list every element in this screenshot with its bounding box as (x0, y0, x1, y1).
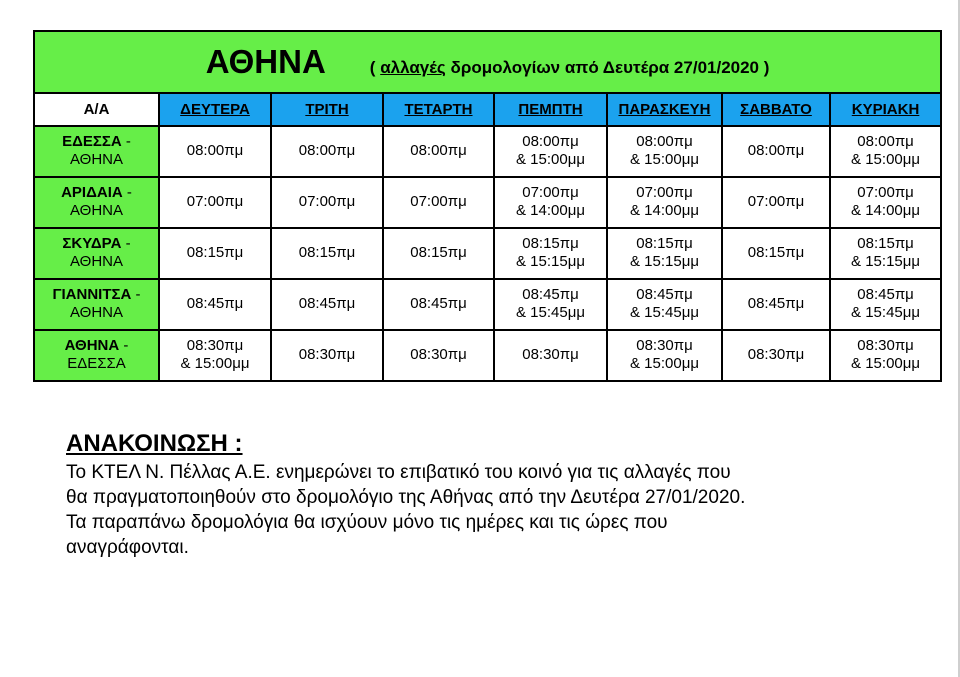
second-departure-time: & 15:00μμ (630, 151, 699, 169)
time-cell (494, 330, 607, 381)
day-label: ΠΕΜΠΤΗ (518, 101, 583, 119)
route-origin: ΕΔΕΣΣΑ (62, 133, 122, 151)
departure-time: 08:30πμ (186, 337, 244, 355)
departure-time: 08:30πμ (298, 346, 356, 364)
departure-time: 08:15πμ (636, 235, 693, 253)
departure-time: 08:00πμ (522, 133, 579, 151)
time-cell (271, 126, 383, 177)
route-origin: ΣΚΥΔΡΑ (62, 235, 122, 253)
departure-time: 07:00πμ (522, 184, 579, 202)
second-departure-time: & 15:45μμ (851, 304, 921, 322)
departure-time: 07:00πμ (857, 184, 914, 202)
route-destination: ΑΘΗΝΑ (69, 151, 124, 169)
table-row (34, 177, 941, 228)
column-header-day (383, 93, 494, 126)
route-cell: ΣΚΥΔΡΑ - ΑΘΗΝΑ (34, 228, 159, 279)
time-cell (383, 177, 494, 228)
column-header-day (271, 93, 383, 126)
time-cell (607, 177, 722, 228)
title-row (34, 31, 941, 93)
second-departure-time: & 14:00μμ (516, 202, 585, 220)
announcement-title: ΑΝΑΚΟΙΝΩΣΗ : (66, 430, 243, 457)
table-row (34, 279, 941, 330)
second-departure-time: & 14:00μμ (630, 202, 699, 220)
route-destination: ΑΘΗΝΑ (69, 253, 124, 271)
day-label: ΔΕΥΤΕΡΑ (180, 101, 250, 119)
route-cell: ΑΡΙΔΑΙΑ - ΑΘΗΝΑ (34, 177, 159, 228)
departure-time: 08:30πμ (636, 337, 693, 355)
departure-time: 08:15πμ (298, 244, 356, 262)
departure-time: 08:00πμ (636, 133, 693, 151)
column-header-day (607, 93, 722, 126)
departure-time: 08:30πμ (747, 346, 805, 364)
time-cell (271, 279, 383, 330)
route-destination: ΑΘΗΝΑ (69, 202, 124, 220)
time-cell (607, 330, 722, 381)
time-cell (722, 279, 830, 330)
route-cell: ΓΙΑΝΝΙΤΣΑ - ΑΘΗΝΑ (34, 279, 159, 330)
second-departure-time: & 15:15μμ (851, 253, 921, 271)
departure-time: 08:30πμ (857, 337, 914, 355)
time-cell (722, 330, 830, 381)
table-row (34, 330, 941, 381)
day-label: ΤΕΤΑΡΤΗ (404, 101, 473, 119)
departure-time: 08:15πμ (747, 244, 805, 262)
day-label: ΚΥΡΙΑΚΗ (851, 101, 920, 119)
time-cell (494, 279, 607, 330)
time-cell (159, 279, 271, 330)
second-departure-time: & 15:00μμ (851, 355, 921, 373)
time-cell (383, 126, 494, 177)
time-cell (607, 126, 722, 177)
schedule-table (33, 30, 942, 382)
time-cell (830, 228, 941, 279)
route-cell: ΕΔΕΣΣΑ - ΑΘΗΝΑ (34, 126, 159, 177)
time-cell (830, 177, 941, 228)
time-cell (722, 228, 830, 279)
announcement-line: Τα παραπάνω δρομολόγια θα ισχύουν μόνο τις ημέρες και τις ώρες που (66, 512, 668, 533)
second-departure-time: & 15:15μμ (630, 253, 699, 271)
departure-time: 08:45πμ (636, 286, 693, 304)
time-cell (607, 228, 722, 279)
departure-time: 08:00πμ (857, 133, 914, 151)
column-header-aa: Α/Α (34, 93, 159, 126)
departure-time: 07:00πμ (636, 184, 693, 202)
time-cell (271, 228, 383, 279)
time-cell (159, 228, 271, 279)
column-header-day (722, 93, 830, 126)
departure-time: 08:00πμ (186, 142, 244, 160)
time-cell (830, 126, 941, 177)
departure-time: 08:00πμ (410, 142, 467, 160)
time-cell (494, 177, 607, 228)
second-departure-time: & 15:15μμ (516, 253, 585, 271)
time-cell (494, 228, 607, 279)
departure-time: 07:00πμ (298, 193, 356, 211)
column-header-day (830, 93, 941, 126)
header-row (34, 93, 941, 126)
subtitle-rest: δρομολογίων από Δευτέρα 27/01/2020 ) (450, 58, 770, 78)
day-label: ΠΑΡΑΣΚΕΥΗ (618, 101, 711, 119)
time-cell (159, 330, 271, 381)
announcement-line: θα πραγματοποιηθούν στο δρομολόγιο της Αθήνας από την Δευτέρα 27/01/2020. (66, 487, 746, 508)
table-row (34, 126, 941, 177)
table-row (34, 228, 941, 279)
departure-time: 08:45πμ (522, 286, 579, 304)
route-origin: ΓΙΑΝΝΙΤΣΑ (52, 286, 132, 304)
departure-time: 08:00πμ (747, 142, 805, 160)
time-cell (159, 177, 271, 228)
time-cell (383, 279, 494, 330)
second-departure-time: & 15:00μμ (516, 151, 585, 169)
time-cell (271, 330, 383, 381)
departure-time: 08:45πμ (298, 295, 356, 313)
title-cell (34, 31, 941, 93)
second-departure-time: & 15:00μμ (851, 151, 921, 169)
subtitle-underlined: αλλαγές (380, 58, 446, 78)
route-destination: ΑΘΗΝΑ (69, 304, 124, 322)
departure-time: 07:00πμ (186, 193, 244, 211)
announcement-line: αναγράφονται. (66, 537, 189, 558)
time-cell (383, 228, 494, 279)
second-departure-time: & 14:00μμ (851, 202, 921, 220)
departure-time: 07:00πμ (410, 193, 467, 211)
departure-time: 08:30πμ (410, 346, 467, 364)
departure-time: 08:45πμ (410, 295, 467, 313)
second-departure-time: & 15:45μμ (516, 304, 585, 322)
time-cell (383, 330, 494, 381)
departure-time: 08:15πμ (522, 235, 579, 253)
departure-time: 08:15πμ (857, 235, 914, 253)
departure-time: 08:45πμ (857, 286, 914, 304)
departure-time: 08:30πμ (522, 346, 579, 364)
second-departure-time: & 15:00μμ (180, 355, 250, 373)
time-cell (271, 177, 383, 228)
departure-time: 07:00πμ (747, 193, 805, 211)
second-departure-time: & 15:00μμ (630, 355, 699, 373)
column-header-day (494, 93, 607, 126)
time-cell (494, 126, 607, 177)
announcement-body (66, 460, 916, 560)
departure-time: 08:15πμ (186, 244, 244, 262)
time-cell (830, 330, 941, 381)
time-cell (159, 126, 271, 177)
route-origin: ΑΘΗΝΑ (64, 337, 120, 355)
time-cell (607, 279, 722, 330)
announcement (66, 430, 916, 560)
route-destination: ΕΔΕΣΣΑ (67, 355, 126, 373)
page-subtitle (370, 58, 770, 77)
column-header-day (159, 93, 271, 126)
day-label: ΤΡΙΤΗ (305, 101, 349, 119)
time-cell (722, 126, 830, 177)
day-label: ΣΑΒΒΑΤΟ (740, 101, 812, 119)
departure-time: 08:15πμ (410, 244, 467, 262)
departure-time: 08:00πμ (298, 142, 356, 160)
subtitle-open: ( (369, 58, 376, 78)
route-origin: ΑΡΙΔΑΙΑ (61, 184, 123, 202)
second-departure-time: & 15:45μμ (630, 304, 699, 322)
time-cell (722, 177, 830, 228)
page-title: ΑΘΗΝΑ (205, 43, 326, 81)
departure-time: 08:45πμ (747, 295, 805, 313)
time-cell (830, 279, 941, 330)
departure-time: 08:45πμ (186, 295, 244, 313)
route-cell: ΑΘΗΝΑ - ΕΔΕΣΣΑ (34, 330, 159, 381)
announcement-line: Το ΚΤΕΛ Ν. Πέλλας Α.Ε. ενημερώνει το επιβατικό του κοινό για τις αλλαγές που (66, 462, 731, 483)
